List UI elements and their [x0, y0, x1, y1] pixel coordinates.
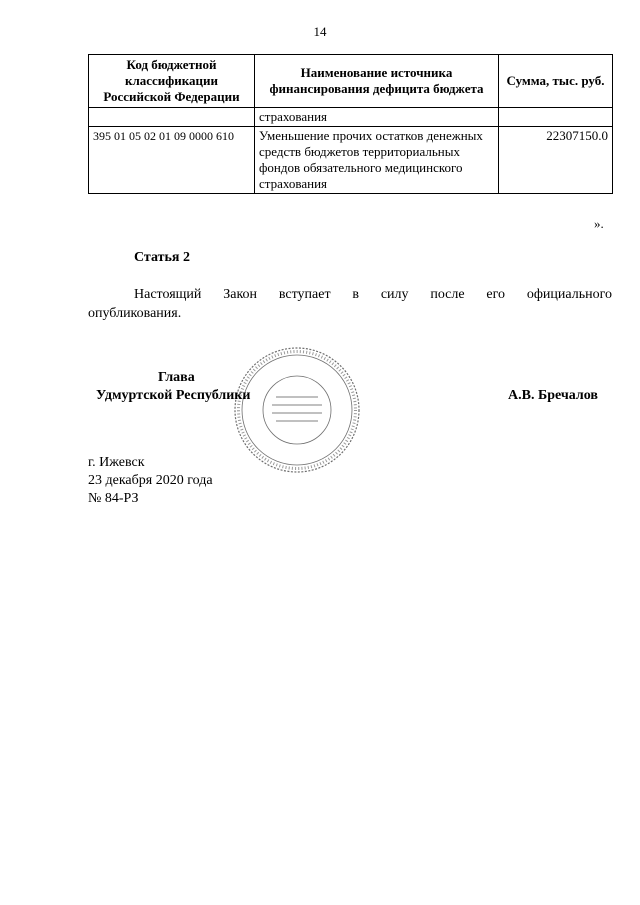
signer-name: А.В. Бречалов	[508, 388, 598, 403]
article-text-line: опубликования.	[88, 306, 182, 321]
law-number: № 84-РЗ	[88, 491, 139, 506]
row-code	[89, 108, 255, 127]
table-row	[89, 108, 613, 127]
table-row	[89, 127, 613, 194]
signature-region: Удмуртской Республики	[96, 388, 251, 403]
article-title: Статья 2	[134, 250, 190, 265]
row-name: Уменьшение прочих остатков денежных средств бюджетов территориальных фондов обязательного медицинского страхования	[255, 127, 499, 194]
header-code: Код бюджетной классификации Российской Федерации	[89, 55, 255, 108]
place-date-block	[88, 454, 213, 508]
row-amount	[499, 108, 613, 127]
budget-table	[88, 54, 613, 194]
row-code: 395 01 05 02 01 09 0000 610	[89, 127, 255, 194]
header-name: Наименование источника финансирования дефицита бюджета	[255, 55, 499, 108]
article-text-line: Настоящий Закон вступает в силу после его официального	[134, 287, 612, 302]
article-text	[88, 285, 612, 323]
law-date: 23 декабря 2020 года	[88, 473, 213, 488]
signature-title: Глава	[158, 370, 195, 385]
city: г. Ижевск	[88, 455, 145, 470]
header-amount: Сумма, тыс. руб.	[499, 55, 613, 108]
row-name: страхования	[255, 108, 499, 127]
page-number: 14	[313, 24, 327, 39]
round-seal-icon	[232, 345, 362, 475]
table-header-row	[89, 55, 613, 108]
closing-quote: ».	[594, 216, 604, 231]
row-amount: 22307150.0	[499, 127, 613, 194]
